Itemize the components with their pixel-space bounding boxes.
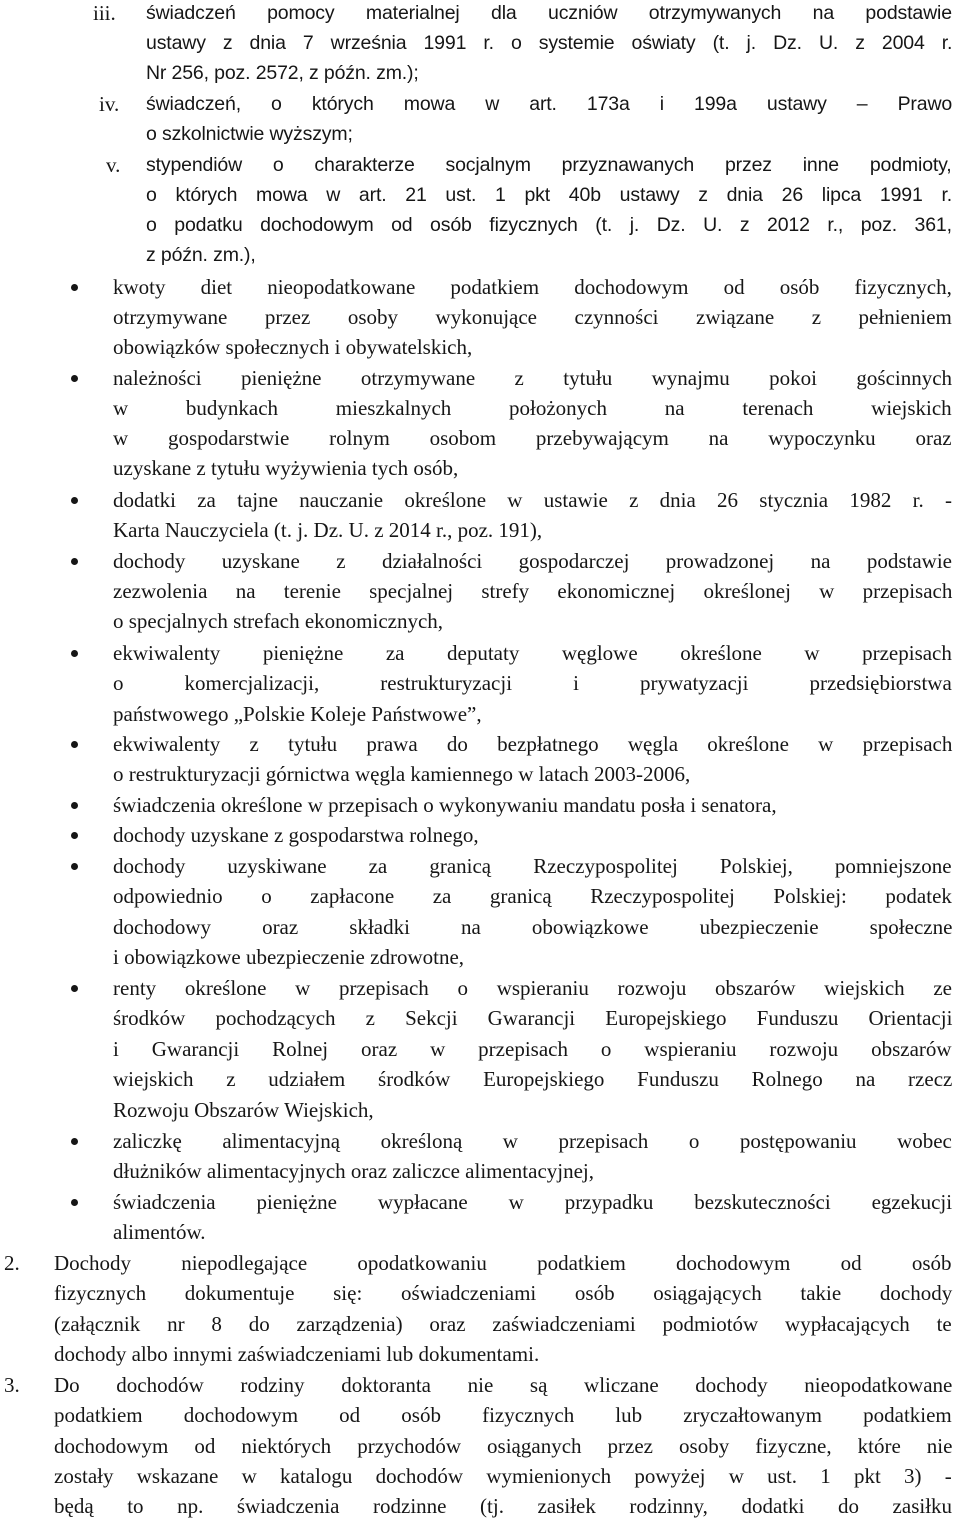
item-text-line: stypendiów o charakterze socjalnym przyznawanych przez inne podmioty,: [146, 154, 952, 176]
bullet-item: [0, 851, 960, 881]
item-marker: iii.: [93, 1, 116, 25]
point-text-line: (załącznik nr 8 do zarządzenia) oraz zaświadczeniami podmiotów wypłacających te: [54, 1312, 952, 1336]
bullet-text-line: kwoty diet nieopodatkowane podatkiem dochodowym od osób fizycznych,: [113, 275, 952, 299]
bullet-item-line: [0, 1217, 960, 1247]
bullet-text-line: dochody uzyskiwane za granicą Rzeczypospolitej Polskiej, pomniejszone: [113, 854, 952, 878]
bullet-item-line: [0, 912, 960, 942]
bullet-item: [0, 729, 960, 759]
roman-item-v-line: [0, 210, 960, 240]
item-marker: iv.: [99, 92, 120, 116]
numbered-point-line: [0, 1278, 960, 1308]
bullet-item: [0, 272, 960, 302]
bullet-text-line: ekwiwalenty pieniężne za deputaty węglowe określone w przepisach: [113, 641, 952, 665]
bullet-item-line: [0, 668, 960, 698]
bullet-dot: [71, 863, 78, 870]
bullet-dot: [71, 284, 78, 291]
bullet-item: [0, 363, 960, 393]
item-text-line: o których mowa w art. 21 ust. 1 pkt 40b ustawy z dnia 26 lipca 1991 r.: [146, 184, 952, 206]
bullet-text-line: obowiązków społecznych i obywatelskich,: [113, 335, 473, 359]
item-text-line: świadczeń pomocy materialnej dla uczniów otrzymywanych na podstawie: [146, 2, 952, 24]
bullet-text-line: zaliczkę alimentacyjną określoną w przepisach o postępowaniu wobec: [113, 1129, 952, 1153]
numbered-point-line: [0, 1339, 960, 1369]
bullet-item-line: [0, 515, 960, 545]
bullet-text-line: świadczenia pieniężne wypłacane w przypadku bezskuteczności egzekucji: [113, 1190, 953, 1214]
bullet-text-line: o komercjalizacji, restrukturyzacji i prywatyzacji przedsiębiorstwa: [113, 671, 952, 695]
roman-item-iii: [0, 0, 960, 28]
roman-item-v-line: [0, 180, 960, 210]
bullet-text-line: i obowiązkowe ubezpieczenie zdrowotne,: [113, 945, 465, 969]
bullet-item-line: [0, 1003, 960, 1033]
point-text-line: Do dochodów rodziny doktoranta nie są wliczane dochody nieopodatkowane: [54, 1373, 953, 1397]
bullet-dot: [71, 375, 78, 382]
bullet-item-line: [0, 302, 960, 332]
bullet-item-line: [0, 606, 960, 636]
bullet-item: [0, 546, 960, 576]
bullet-item-line: [0, 1064, 960, 1094]
numbered-point-line: [0, 1400, 960, 1430]
bullet-item-line: [0, 332, 960, 362]
point-text-line: będą to np. świadczenia rodzinne (tj. zasiłek rodzinny, dodatki do zasiłku: [54, 1494, 953, 1518]
point-marker: 2.: [4, 1251, 20, 1275]
numbered-point: [0, 1248, 960, 1278]
bullet-item-line: [0, 423, 960, 453]
bullet-item: [0, 1126, 960, 1156]
numbered-point-line: [0, 1461, 960, 1491]
bullet-text-line: państwowego „Polskie Koleje Państwowe”,: [113, 702, 482, 726]
bullet-text-line: i Gwarancji Rolnej oraz w przepisach o wspieraniu rozwoju obszarów: [113, 1037, 952, 1061]
bullet-item: [0, 485, 960, 515]
bullet-text-line: otrzymywane przez osoby wykonujące czynności związane z pełnieniem: [113, 305, 952, 329]
item-text-line: świadczeń, o których mowa w art. 173a i 199a ustawy – Prawo: [146, 93, 953, 115]
bullet-item: [0, 973, 960, 1003]
roman-item-iv-line: [0, 119, 960, 149]
bullet-text-line: alimentów.: [113, 1220, 206, 1244]
bullet-text-line: renty określone w przepisach o wspieraniu rozwoju obszarów wiejskich ze: [113, 976, 953, 1000]
bullet-text-line: w budynkach mieszkalnych położonych na terenach wiejskich: [113, 396, 952, 420]
bullet-item-line: [0, 393, 960, 423]
numbered-point-line: [0, 1309, 960, 1339]
bullet-dot: [71, 1138, 78, 1145]
bullet-text-line: o restrukturyzacji górnictwa węgla kamiennego w latach 2003-2006,: [113, 762, 691, 786]
bullet-text-line: o specjalnych strefach ekonomicznych,: [113, 609, 444, 633]
bullet-dot: [71, 802, 78, 809]
bullet-item-line: [0, 1156, 960, 1186]
bullet-dot: [71, 985, 78, 992]
bullet-dot: [71, 650, 78, 657]
bullet-text-line: uzyskane z tytułu wyżywienia tych osób,: [113, 456, 459, 480]
bullet-text-line: dodatki za tajne nauczanie określone w ustawie z dnia 26 stycznia 1982 r. -: [113, 488, 952, 512]
item-text-line: o szkolnictwie wyższym;: [146, 123, 353, 145]
bullet-text-line: dłużników alimentacyjnych oraz zaliczce alimentacyjnej,: [113, 1159, 595, 1183]
bullet-item-line: [0, 576, 960, 606]
point-text-line: zostały wskazane w katalogu dochodów wymienionych powyżej w ust. 1 pkt 3) -: [54, 1464, 952, 1488]
bullet-text-line: świadczenia określone w przepisach o wykonywaniu mandatu posła i senatora,: [113, 793, 777, 817]
bullet-text-line: odpowiednio o zapłacone za granicą Rzeczypospolitej Polskiej: podatek: [113, 884, 952, 908]
roman-item-v-line: [0, 240, 960, 270]
item-text-line: o podatku dochodowym od osób fizycznych (t. j. Dz. U. z 2012 r., poz. 361,: [146, 214, 952, 236]
bullet-item-line: [0, 1095, 960, 1125]
point-text-line: fizycznych dokumentuje się: oświadczeniami osób osiągających takie dochody: [54, 1281, 953, 1305]
item-text-line: ustawy z dnia 7 września 1991 r. o systemie oświaty (t. j. Dz. U. z 2004 r.: [146, 32, 953, 54]
bullet-item-line: [0, 453, 960, 483]
bullet-text-line: Karta Nauczyciela (t. j. Dz. U. z 2014 r., poz. 191),: [113, 518, 543, 542]
bullet-dot: [71, 741, 78, 748]
roman-item-iii-line: [0, 58, 960, 88]
bullet-dot: [71, 1199, 78, 1206]
item-text-line: Nr 256, poz. 2572, z późn. zm.);: [146, 62, 419, 84]
bullet-text-line: dochodowy oraz składki na obowiązkowe ubezpieczenie społeczne: [113, 915, 953, 939]
point-marker: 3.: [4, 1373, 20, 1397]
item-text-line: z późn. zm.),: [146, 244, 256, 266]
bullet-item: [0, 820, 960, 850]
bullet-item-line: [0, 881, 960, 911]
bullet-item-line: [0, 1034, 960, 1064]
numbered-point-line: [0, 1491, 960, 1521]
bullet-text-line: w gospodarstwie rolnym osobom przebywającym na wypoczynku oraz: [113, 426, 952, 450]
point-text-line: podatkiem dochodowym od osób fizycznych lub zryczałtowanym podatkiem: [54, 1403, 952, 1427]
roman-item-v: [0, 150, 960, 180]
bullet-text-line: ekwiwalenty z tytułu prawa do bezpłatnego węgla określone w przepisach: [113, 732, 953, 756]
bullet-dot: [71, 558, 78, 565]
bullet-item-line: [0, 759, 960, 789]
bullet-text-line: dochody uzyskane z działalności gospodarczej prowadzonej na podstawie: [113, 549, 953, 573]
bullet-text-line: dochody uzyskane z gospodarstwa rolnego,: [113, 823, 479, 847]
point-text-line: dochody albo innymi zaświadczeniami lub dokumentami.: [54, 1342, 540, 1366]
bullet-text-line: Rozwoju Obszarów Wiejskich,: [113, 1098, 374, 1122]
numbered-point: [0, 1370, 960, 1400]
bullet-item-line: [0, 942, 960, 972]
bullet-dot: [71, 497, 78, 504]
bullet-text-line: należności pieniężne otrzymywane z tytułu wynajmu pokoi gościnnych: [113, 366, 953, 390]
item-marker: v.: [106, 153, 121, 177]
bullet-text-line: środków pochodzących z Sekcji Gwarancji Europejskiego Funduszu Orientacji: [113, 1006, 953, 1030]
point-text-line: Dochody niepodlegające opodatkowaniu podatkiem dochodowym od osób: [54, 1251, 952, 1275]
bullet-item: [0, 790, 960, 820]
bullet-item: [0, 638, 960, 668]
numbered-point-line: [0, 1431, 960, 1461]
roman-item-iv: [0, 89, 960, 119]
bullet-dot: [71, 832, 78, 839]
bullet-item: [0, 1187, 960, 1217]
point-text-line: dochodowym od niektórych przychodów osiąganych przez osoby fizyczne, które nie: [54, 1434, 953, 1458]
roman-item-iii-line: [0, 28, 960, 58]
bullet-text-line: wiejskich z udziałem środków Europejskiego Funduszu Rolnego na rzecz: [113, 1067, 953, 1091]
bullet-text-line: zezwolenia na terenie specjalnej strefy ekonomicznej określonej w przepisach: [113, 579, 953, 603]
bullet-item-line: [0, 699, 960, 729]
